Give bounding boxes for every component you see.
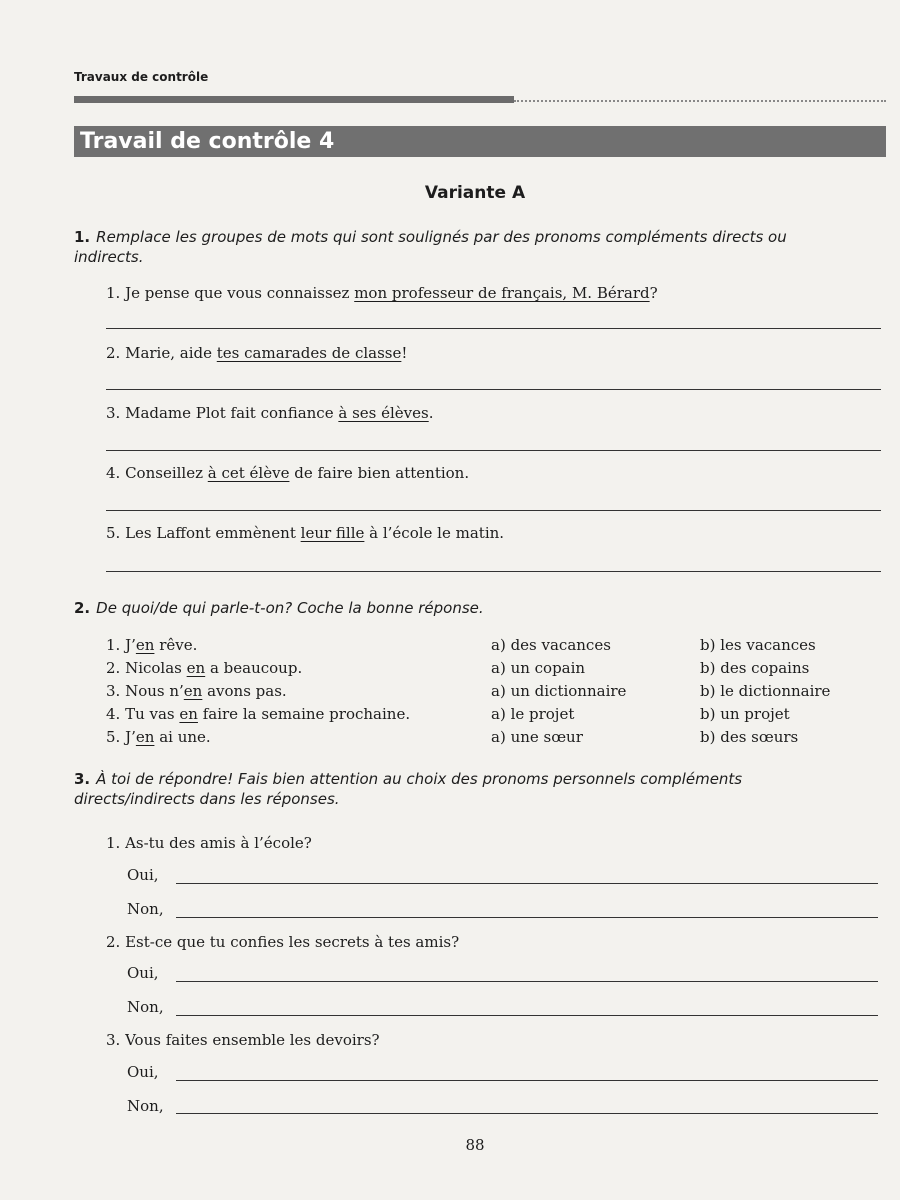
page-number: 88 — [465, 1136, 485, 1154]
page-title: Travail de contrôle 4 — [74, 126, 886, 157]
item-number: 2. — [106, 659, 121, 677]
item-text: J’ — [120, 636, 136, 654]
pronoun-en: en — [135, 636, 155, 654]
ex1-item — [106, 404, 434, 422]
ex3-question: 3. Vous faites ensemble les devoirs? — [106, 1031, 380, 1049]
ex3-question: 1. As-tu des amis à l’école? — [106, 834, 312, 852]
instruction-text: Remplace les groupes de mots qui sont soulignés par des pronoms compléments directs ou indirects. — [74, 228, 787, 266]
ex1-item — [106, 344, 407, 362]
header-rule-solid — [74, 96, 514, 103]
option-b[interactable]: b) des sœurs — [700, 728, 799, 746]
item-text: J’ — [120, 728, 136, 746]
item-text: Tu vas — [120, 705, 180, 723]
item-text: Je pense que vous connaissez — [120, 284, 355, 302]
item-text: de faire bien attention. — [289, 464, 470, 482]
option-a[interactable]: a) le projet — [491, 705, 575, 723]
answer-no-label: Non, — [127, 900, 164, 918]
item-text: Les Laffont emmènent — [120, 524, 301, 542]
exercise-1-instruction — [74, 227, 814, 267]
answer-yes-label: Oui, — [127, 866, 159, 884]
answer-no-line[interactable] — [176, 1015, 878, 1016]
ex2-sentence — [106, 682, 287, 700]
item-text: ai une. — [154, 728, 211, 746]
option-a[interactable]: a) des vacances — [491, 636, 611, 654]
option-a[interactable]: a) un dictionnaire — [491, 682, 627, 700]
option-b[interactable]: b) les vacances — [700, 636, 816, 654]
answer-line[interactable] — [106, 328, 881, 329]
option-a[interactable]: a) une sœur — [491, 728, 583, 746]
answer-yes-label: Oui, — [127, 964, 159, 982]
item-text: à l’école le matin. — [364, 524, 505, 542]
answer-yes-line[interactable] — [176, 981, 878, 982]
answer-no-label: Non, — [127, 998, 164, 1016]
underlined-phrase: tes camarades de classe — [216, 344, 402, 362]
item-number: 4. — [106, 464, 121, 482]
item-number: 5. — [106, 524, 121, 542]
item-text: Conseillez — [120, 464, 208, 482]
ex3-question: 2. Est-ce que tu confies les secrets à tes amis? — [106, 933, 460, 951]
item-text: Nicolas — [120, 659, 187, 677]
item-text: . — [428, 404, 434, 422]
ex2-sentence — [106, 636, 197, 654]
item-text: Marie, aide — [120, 344, 217, 362]
item-number: 2. — [106, 344, 121, 362]
item-text: a beaucoup. — [205, 659, 303, 677]
item-text: rêve. — [154, 636, 198, 654]
variant-heading: Variante A — [424, 183, 526, 203]
running-header: Travaux de contrôle — [74, 70, 209, 84]
ex1-item — [106, 284, 658, 302]
pronoun-en: en — [186, 659, 206, 677]
answer-yes-line[interactable] — [176, 1080, 878, 1081]
ex2-sentence — [106, 728, 211, 746]
answer-no-line[interactable] — [176, 917, 878, 918]
underlined-phrase: mon professeur de français, M. Bérard — [354, 284, 650, 302]
item-number: 1. — [106, 636, 121, 654]
ex2-sentence — [106, 659, 302, 677]
answer-line[interactable] — [106, 389, 881, 390]
exercise-3-instruction — [74, 769, 814, 809]
answer-line[interactable] — [106, 450, 881, 451]
underlined-phrase: à ses élèves — [338, 404, 429, 422]
ex1-item — [106, 464, 469, 482]
instruction-text: À toi de répondre! Fais bien attention au choix des pronoms personnels compléments directs/indirects dans les réponses. — [74, 770, 743, 808]
answer-yes-line[interactable] — [176, 883, 878, 884]
pronoun-en: en — [179, 705, 198, 723]
exercise-number: 2. — [74, 599, 91, 617]
item-number: 3. — [106, 682, 121, 700]
ex1-item — [106, 524, 504, 542]
answer-no-label: Non, — [127, 1097, 164, 1115]
underlined-phrase: leur fille — [300, 524, 365, 542]
item-text: Madame Plot fait confiance — [120, 404, 339, 422]
option-b[interactable]: b) un projet — [700, 705, 790, 723]
item-text: ! — [401, 344, 408, 362]
pronoun-en: en — [135, 728, 155, 746]
option-b[interactable]: b) des copains — [700, 659, 810, 677]
answer-line[interactable] — [106, 571, 881, 572]
item-text: avons pas. — [202, 682, 287, 700]
item-number: 4. — [106, 705, 121, 723]
exercise-number: 3. — [74, 770, 91, 788]
item-number: 5. — [106, 728, 121, 746]
item-text: faire la semaine prochaine. — [197, 705, 411, 723]
answer-yes-label: Oui, — [127, 1063, 159, 1081]
exercise-number: 1. — [74, 228, 91, 246]
instruction-text: De quoi/de qui parle-t-on? Coche la bonne réponse. — [96, 599, 484, 617]
answer-line[interactable] — [106, 510, 881, 511]
answer-no-line[interactable] — [176, 1113, 878, 1114]
underlined-phrase: à cet élève — [207, 464, 290, 482]
header-rule-dotted — [514, 100, 886, 102]
exercise-2-instruction — [74, 598, 814, 618]
item-text: ? — [649, 284, 658, 302]
ex2-sentence — [106, 705, 410, 723]
pronoun-en: en — [183, 682, 203, 700]
option-b[interactable]: b) le dictionnaire — [700, 682, 831, 700]
item-number: 3. — [106, 404, 121, 422]
item-text: Nous n’ — [120, 682, 184, 700]
option-a[interactable]: a) un copain — [491, 659, 586, 677]
item-number: 1. — [106, 284, 121, 302]
